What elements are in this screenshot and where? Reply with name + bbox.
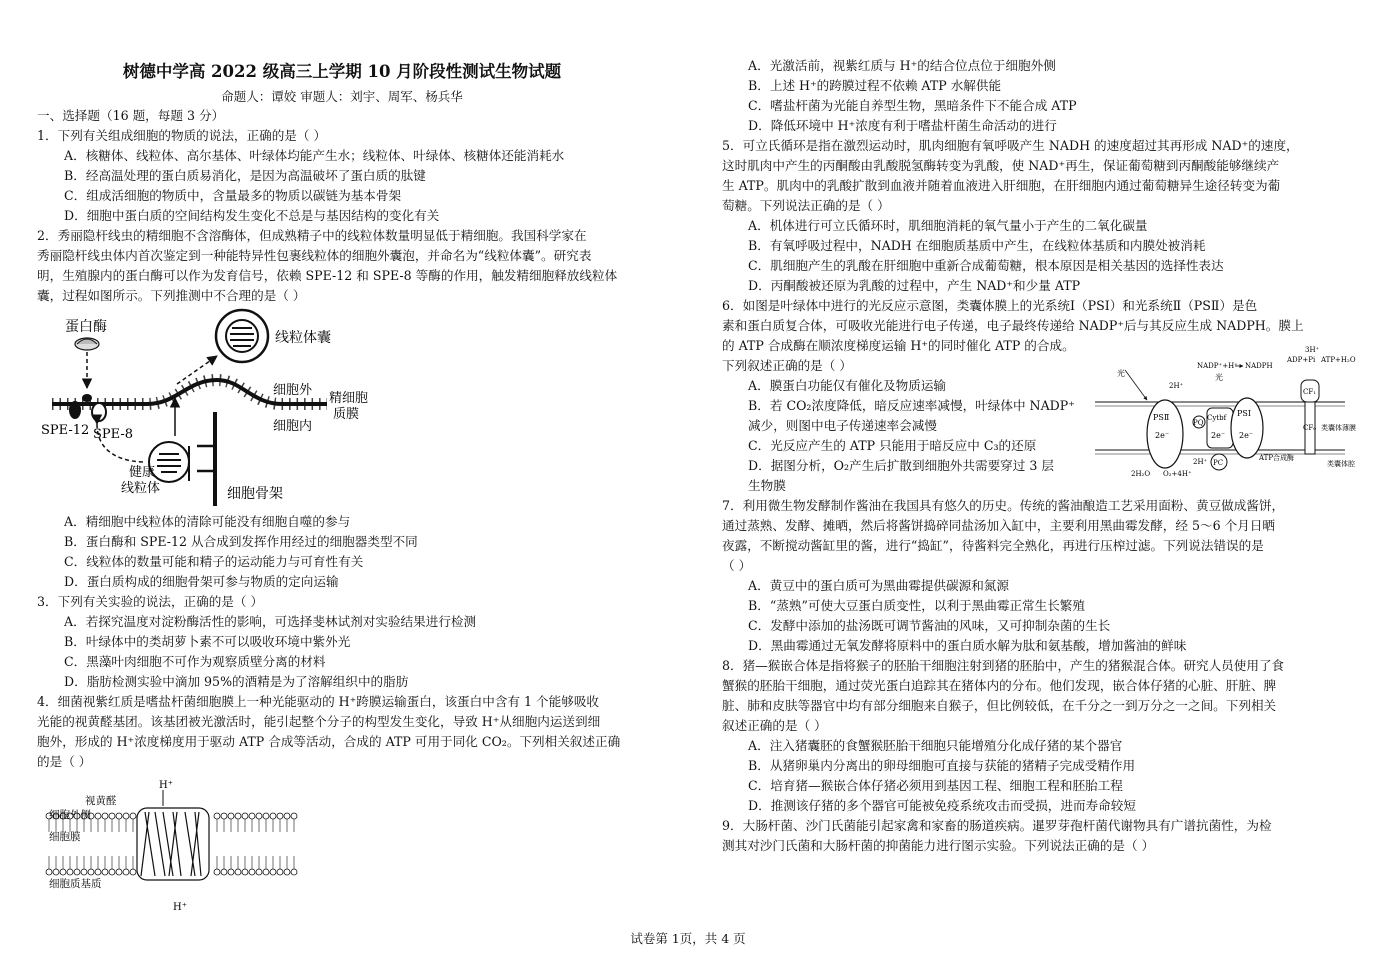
page-footer: 试卷第 1页，共 4 页 <box>630 931 746 946</box>
option-d: D．降低环境中 H⁺浓度有利于嗜盐杆菌生命活动的进行 <box>748 118 1057 133</box>
light-label-2: 光 <box>1215 373 1223 382</box>
cytoskeleton-label: 细胞骨架 <box>227 486 283 502</box>
section-heading: 一、选择题（16 题，每题 3 分） <box>37 108 225 123</box>
question-stem: 的 ATP 合成酶在顺浓度梯度运输 H⁺的同时催化 ATP 的合成。 <box>722 338 1075 353</box>
question-stem: 1．下列有关组成细胞的物质的说法，正确的是（ ） <box>37 128 327 143</box>
psi-complex <box>1231 398 1263 458</box>
synthase-label: ATP合成酶 <box>1259 454 1295 462</box>
question-stem: 秀丽隐杆线虫体内首次鉴定到一种能特异性包裹线粒体的细胞外囊泡，并命名为“线粒体囊”。研究表 <box>37 248 592 263</box>
question-stem: 2．秀丽隐杆线虫的精细胞不含溶酶体，但成熟精子中的线粒体数量明显低于精细胞。我国科学家在 <box>37 228 587 243</box>
option-c: C．光反应产生的 ATP 只能用于暗反应中 C₃的还原 <box>748 438 1037 453</box>
option-c: C．线粒体的数量可能和精子的运动能力与可育性有关 <box>64 554 364 569</box>
lumen-label: 类囊体腔 <box>1327 460 1355 468</box>
membrane-label-2: 质膜 <box>333 407 360 422</box>
option-b: B．蛋白酶和 SPE-12 从合成到发挥作用经过的细胞器类型不同 <box>64 534 418 549</box>
h-bottom-label: H⁺ <box>173 902 187 913</box>
option-b-cont: 减少，则图中电子传递速率会减慢 <box>748 418 937 433</box>
membrane-label-1: 精细胞 <box>329 391 369 406</box>
mito-sac-icon <box>216 310 268 362</box>
question-stem: 8．猪—猴嵌合体是指将猴子的胚胎干细胞注射到猪的胚胎中，产生的猪猴混合体。研究人员使用了食 <box>722 658 1285 673</box>
question-stem: 脏、肺和皮肤等器官中均有部分细胞来自猴子，但比例较低，在千分之一到万分之一之间。下列相关 <box>722 698 1277 713</box>
option-d: D．黑曲霉通过无氧发酵将原料中的蛋白质水解为肽和氨基酸，增加酱油的鲜味 <box>748 638 1187 653</box>
option-b: B．上述 H⁺的跨膜过程不依赖 ATP 水解供能 <box>748 78 1002 93</box>
question-stem: 测其对沙门氏菌和大肠杆菌的抑菌能力进行图示实验。下列说法正确的是（ ） <box>722 838 1155 853</box>
question-stem: 生 ATP。肌肉中的乳酸扩散到血液并随着血液进入肝细胞，在肝细胞内通过葡萄糖异生途径转变为葡 <box>722 178 1281 193</box>
option-c: C．发酵中添加的盐汤既可调节酱油的风味，又可抑制杂菌的生长 <box>748 618 1111 633</box>
e-label-1: 2e⁻ <box>1155 431 1170 440</box>
question-stem: 3．下列有关实验的说法，正确的是（ ） <box>37 594 264 609</box>
outside-label: 细胞外 <box>273 383 313 398</box>
question-stem: 9．大肠杆菌、沙门氏菌能引起家禽和家畜的肠道疾病。暹罗芽孢杆菌代谢物具有广谱抗菌性，为检 <box>722 818 1272 833</box>
question-stem: 7．利用微生物发酵制作酱油在我国具有悠久的历史。传统的酱油酿造工艺采用面粉、黄豆做成酱饼， <box>722 498 1285 513</box>
option-b: B．叶绿体中的类胡萝卜素不可以吸收环境中紫外光 <box>64 634 351 649</box>
question-stem: 通过蒸熟、发酵、摊晒，然后将酱饼捣碎同盐汤加入缸中，主要利用黑曲霉发酵，经 5～6 个月日晒 <box>722 518 1275 533</box>
outside-label: 细胞外侧 <box>49 809 91 821</box>
option-a: A．核糖体、线粒体、高尔基体、叶绿体均能产生水；线粒体、叶绿体、核糖体还能消耗水 <box>64 148 565 163</box>
question-stem: 下列叙述正确的是（ ） <box>722 358 852 373</box>
cf1-label: CF₁ <box>1303 388 1317 396</box>
nadph-label: NADPH <box>1245 362 1273 370</box>
cf0-label: CF₀ <box>1303 424 1317 432</box>
option-a: A．机体进行可立氏循环时，肌细胞消耗的氧气量小于产生的二氧化碳量 <box>748 218 1148 233</box>
question-stem: 明，生殖腺内的蛋白酶可以作为发育信号，依赖 SPE-12 和 SPE-8 等酶的作用，触发精细胞释放线粒体 <box>37 268 618 283</box>
h-top-label: H⁺ <box>159 780 173 791</box>
option-b: B．经高温处理的蛋白质易消化，是因为高温破坏了蛋白质的肽键 <box>64 168 426 183</box>
e-label-2: 2e⁻ <box>1211 431 1226 440</box>
question-stem: （ ） <box>722 558 752 573</box>
membrane-label: 细胞膜 <box>49 831 81 843</box>
mitochondria-sac-figure <box>37 306 397 510</box>
light-label-1: 光 <box>1117 369 1125 378</box>
question-stem: 4．细菌视紫红质是嗜盐杆菌细胞膜上一种光能驱动的 H⁺跨膜运输蛋白，该蛋白中含有 1 个能够吸收 <box>37 694 600 709</box>
option-c: C．组成活细胞的物质中，含量最多的物质以碳链为基本骨架 <box>64 188 402 203</box>
spe8-label: SPE-8 <box>93 427 134 442</box>
e-label-3: 2e⁻ <box>1239 431 1254 440</box>
option-d: D．蛋白质构成的细胞骨架可参与物质的定向运输 <box>64 574 339 589</box>
option-d-cont: 生物膜 <box>748 478 786 493</box>
question-stem: 5．可立氏循环是指在激烈运动时，肌肉细胞有氧呼吸产生 NADH 的速度超过其再形成 NAD⁺的速度， <box>722 138 1299 153</box>
cytbf-label: Cytbf <box>1207 414 1227 422</box>
psii-label: PSⅡ <box>1153 413 1170 422</box>
question-stem: 光能的视黄醛基团。该基团被光激活时，能引起整个分子的构型发生变化，导致 H⁺从细胞内运送到细 <box>37 714 601 729</box>
mito-sac-label: 线粒体囊 <box>275 330 331 346</box>
option-b: B．有氧呼吸过程中，NADH 在细胞质基质中产生，在线粒体基质和内膜处被消耗 <box>748 238 1206 253</box>
spe12-protein <box>69 401 81 419</box>
h2b-label: 2H⁺ <box>1193 458 1208 466</box>
spe12-label: SPE-12 <box>41 423 90 438</box>
question-stem: 这时肌肉中产生的丙酮酸由乳酸脱氢酶转变为乳酸，使 NAD⁺再生，保证葡萄糖到丙酮酸能够继续产 <box>722 158 1280 173</box>
nadp-label: NADP⁺+H⁺ <box>1197 362 1238 370</box>
inside-label: 细胞内 <box>273 419 313 434</box>
h2-label: 2H⁺ <box>1169 382 1184 390</box>
protease-icon <box>75 338 99 350</box>
option-d: D．推测该仔猪的多个器官可能被免疫系统攻击而受损，进而寿命较短 <box>748 798 1136 813</box>
option-b: B．若 CO₂浓度降低，暗反应速率减慢，叶绿体中 NADP⁺ <box>748 398 1075 413</box>
option-d: D．脂肪检测实验中滴加 95%的酒精是为了溶解组织中的脂肪 <box>64 674 409 689</box>
membrane-label: 类囊体薄膜 <box>1321 424 1356 432</box>
protease-label: 蛋白酶 <box>65 319 107 335</box>
question-stem: 囊，过程如图所示。下列推测中不合理的是（ ） <box>37 288 306 303</box>
question-stem: 胞外，形成的 H⁺浓度梯度用于驱动 ATP 合成等活动，合成的 ATP 可用于同化 CO₂。下列相关叙述正确 <box>37 734 621 749</box>
question-stem: 夜露，不断搅动酱缸里的酱，进行“捣缸”，待酱料完全熟化，再进行压榨过滤。下列说法错误的是 <box>722 538 1264 553</box>
option-c: C．培育猪—猴嵌合体仔猪必须用到基因工程、细胞工程和胚胎工程 <box>748 778 1123 793</box>
page-title: 树德中学高 2022 级高三上学期 10 月阶段性测试生物试题 <box>122 62 562 81</box>
psi-label: PSⅠ <box>1237 409 1252 418</box>
question-stem: 萄糖。下列说法正确的是（ ） <box>722 198 890 213</box>
question-stem: 的是（ ） <box>37 754 92 769</box>
option-a: A．注入猪囊胚的食蟹猴胚胎干细胞只能增殖分化成仔猪的某个器官 <box>748 738 1123 753</box>
option-d: D．细胞中蛋白质的空间结构发生变化不总是与基因结构的变化有关 <box>64 208 440 223</box>
spe8-protein <box>82 394 106 421</box>
o2-label: O₂+4H⁺ <box>1163 470 1192 478</box>
option-c: C．嗜盐杆菌为光能自养型生物，黑暗条件下不能合成 ATP <box>748 98 1077 113</box>
bacteriorhodopsin-figure <box>45 772 305 914</box>
retinal-label: 视黄醛 <box>85 795 117 807</box>
question-stem: 6．如图是叶绿体中进行的光反应示意图，类囊体膜上的光系统Ⅰ（PSⅠ）和光系统Ⅱ（PSⅡ）是色 <box>722 298 1258 313</box>
exam-authors: 命题人：谭姣 审题人：刘宇、周军、杨兵华 <box>221 89 463 104</box>
question-stem: 叙述正确的是（ ） <box>722 718 827 733</box>
h3-label: 3H⁺ <box>1305 346 1320 354</box>
pc-label: PC <box>1213 459 1224 467</box>
option-d: D．丙酮酸被还原为乳酸的过程中，产生 NAD⁺和少量 ATP <box>748 278 1081 293</box>
adp-label: ADP+Pi <box>1287 356 1316 364</box>
option-a: A．光激活前，视紫红质与 H⁺的结合位点位于细胞外侧 <box>748 58 1056 73</box>
healthy-label-1: 健康 <box>129 465 156 480</box>
question-stem: 素和蛋白质复合体，可吸收光能进行电子传递，电子最终传递给 NADP⁺后与其反应生成 NADPH。膜上 <box>722 318 1304 333</box>
atp-label: ATP+H₂O <box>1321 356 1356 364</box>
option-a: A．精细胞中线粒体的清除可能没有细胞自噬的参与 <box>64 514 351 529</box>
option-d: D．据图分析，O₂产生后扩散到细胞外共需要穿过 3 层 <box>748 458 1054 473</box>
light-reaction-figure <box>1095 342 1356 482</box>
option-a: A．黄豆中的蛋白质可为黑曲霉提供碳源和氮源 <box>748 578 1009 593</box>
protein-helices <box>137 808 209 880</box>
h2o-label: 2H₂O <box>1131 470 1151 478</box>
cytoskeleton-icon <box>189 412 215 506</box>
option-c: C．肌细胞产生的乳酸在肝细胞中重新合成葡萄糖，根本原因是相关基因的选择性表达 <box>748 258 1224 273</box>
option-a: A．膜蛋白功能仅有催化及物质运输 <box>748 378 947 393</box>
option-a: A．若探究温度对淀粉酶活性的影响，可选择斐林试剂对实验结果进行检测 <box>64 614 477 629</box>
option-b: B．“蒸熟”可使大豆蛋白质变性，以利于黑曲霉正常生长繁殖 <box>748 598 1085 613</box>
matrix-label: 细胞质基质 <box>49 878 102 890</box>
question-stem: 蟹猴的胚胎干细胞，通过荧光蛋白追踪其在猪体内的分布。他们发现，嵌合体仔猪的心脏、肝脏、脾 <box>722 678 1277 693</box>
option-c: C．黑藻叶肉细胞不可作为观察质壁分离的材料 <box>64 654 326 669</box>
healthy-label-2: 线粒体 <box>121 481 161 496</box>
option-b: B．从猪卵巢内分离出的卵母细胞可直接与获能的猪精子完成受精作用 <box>748 758 1136 773</box>
pq-label: PQ <box>1193 419 1204 427</box>
